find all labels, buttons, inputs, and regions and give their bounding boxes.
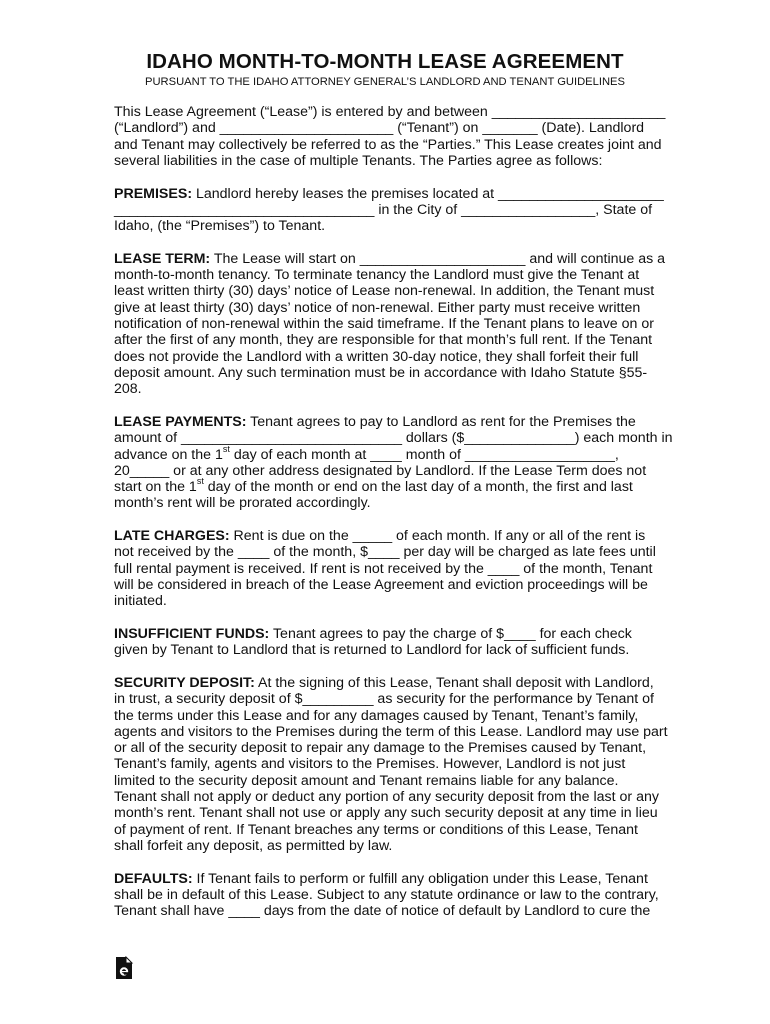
text-line: limited to the security deposit amount and Tenant remains liable for any balance.	[114, 772, 619, 789]
late-charges-heading: LATE CHARGES:	[114, 528, 230, 545]
text-line: day of each month at ____ month of ___________________,	[229, 446, 619, 463]
text-line: not received by the ____ of the month, $____ per day will be charged as late fees until	[114, 544, 656, 561]
text-line: initiated.	[114, 593, 167, 610]
lease-term-section	[114, 251, 664, 398]
ordinal-suffix: st	[196, 476, 204, 487]
text-line: At the signing of this Lease, Tenant shall deposit with Landlord,	[254, 674, 654, 691]
text-line: the terms under this Lease and for any damages caused by Tenant, Tenant’s family,	[114, 707, 639, 724]
text-line: shall forfeit any deposit, as permitted by law.	[114, 837, 393, 854]
text-line: month’s rent will be prorated accordingly.	[114, 495, 371, 512]
document-title: IDAHO MONTH-TO-MONTH LEASE AGREEMENT	[146, 50, 624, 73]
text-line: Rent is due on the _____ of each month. If any or all of the rent is	[229, 528, 646, 545]
ordinal-suffix: st	[222, 443, 230, 454]
text-line: agents and visitors to the Premises during the term of this Lease. Landlord may use part	[114, 723, 668, 740]
text-line: start on the 1	[114, 479, 197, 496]
text-line: deposit amount. Any such termination must be in accordance with Idaho Statute §55-	[114, 364, 648, 381]
text-line: advance on the 1	[114, 446, 223, 463]
text-line: Landlord hereby leases the premises located at _____________________	[192, 185, 664, 202]
text-line: give at least thirty (30) days’ notice of non-renewal. Either party must receive written	[114, 299, 641, 316]
lease-term-heading: LEASE TERM:	[114, 250, 211, 267]
lease-payments-heading: LEASE PAYMENTS:	[114, 413, 247, 430]
security-deposit-section	[114, 674, 668, 854]
insufficient-funds-section	[114, 626, 664, 659]
text-line: Tenant shall not apply or deduct any portion of any security deposit from the last or any	[114, 789, 659, 806]
text-line: amount of ____________________________ dollars ($______________) each month in	[114, 430, 673, 447]
premises-heading: PREMISES:	[114, 185, 193, 202]
text-line: Idaho, (the “Premises”) to Tenant.	[114, 218, 326, 235]
intro-paragraph	[114, 104, 664, 169]
text-line: month-to-month tenancy. To terminate tenancy the Landlord must give the Tenant at	[114, 267, 640, 284]
text-line: day of the month or end on the last day of a month, the first and last	[203, 479, 633, 496]
late-charges-section	[114, 528, 664, 609]
text-line: Tenant’s family, agents and visitors to the Premises. However, Landlord is not just	[114, 756, 626, 773]
text-line: If Tenant fails to perform or fulfill any obligation under this Lease, Tenant	[192, 870, 648, 887]
text-line: Tenant agrees to pay to Landlord as rent for the Premises the	[246, 413, 636, 430]
text-line: month’s rent. Tenant shall not use or apply any such security deposit at any time in lieu	[114, 805, 658, 822]
premises-section	[114, 186, 664, 235]
insufficient-funds-heading: INSUFFICIENT FUNDS:	[114, 625, 270, 642]
text-line: This Lease Agreement (“Lease”) is entered by and between ______________________	[114, 104, 666, 120]
text-line: or all of the security deposit to repair any damage to the Premises caused by Tenant,	[114, 740, 647, 757]
eforms-logo-icon	[114, 956, 134, 980]
defaults-section	[114, 871, 664, 920]
text-line: notification of non-renewal within the said timeframe. If the Tenant plans to leave on or	[114, 316, 654, 333]
text-line: Tenant agrees to pay the charge of $____ for each check	[269, 625, 632, 642]
text-line: of payment of rent. If Tenant breaches any terms or conditions of this Lease, Tenant	[114, 821, 638, 838]
text-line: several liabilities in the case of multiple Tenants. The Parties agree as follows:	[114, 152, 603, 169]
text-line: shall be in default of this Lease. Subject to any statute ordinance or law to the contrary,	[114, 886, 659, 903]
text-line: will be considered in breach of the Lease Agreement and eviction proceedings will be	[114, 576, 648, 593]
text-line: (“Landlord”) and ______________________ (“Tenant”) on _______ (Date). Landlord	[114, 120, 645, 137]
text-line: least written thirty (30) days’ notice of Lease non-renewal. In addition, the Tenant must	[114, 283, 655, 300]
text-line: The Lease will start on _____________________ and will continue as a	[210, 250, 666, 267]
document-subtitle: PURSUANT TO THE IDAHO ATTORNEY GENERAL’S LANDLORD AND TENANT GUIDELINES	[145, 76, 625, 88]
text-line: _________________________________ in the City of _________________, State of	[114, 201, 653, 218]
text-line: does not provide the Landlord with a written 30-day notice, they shall forfeit their full	[114, 348, 639, 365]
text-line: Tenant shall have ____ days from the date of notice of default by Landlord to cure the	[114, 903, 651, 920]
document-body	[114, 104, 673, 936]
text-line: given by Tenant to Landlord that is returned to Landlord for lack of sufficient funds.	[114, 642, 630, 659]
text-line: 208.	[114, 381, 142, 398]
text-line: in trust, a security deposit of $_________ as security for the performance by Tenant of	[114, 691, 654, 708]
text-line: full rental payment is received. If rent is not received by the ____ of the month, Tenant	[114, 560, 653, 577]
text-line: and Tenant may collectively be referred to as the “Parties.” This Lease creates joint and	[114, 136, 662, 153]
text-line: 20_____ or at any other address designated by Landlord. If the Lease Term does not	[114, 462, 647, 479]
lease-payments-section	[114, 413, 673, 512]
defaults-heading: DEFAULTS:	[114, 870, 193, 887]
text-line: after the first of any month, they are responsible for that month’s full rent. If the Tenant	[114, 332, 653, 349]
security-deposit-heading: SECURITY DEPOSIT:	[114, 674, 255, 691]
